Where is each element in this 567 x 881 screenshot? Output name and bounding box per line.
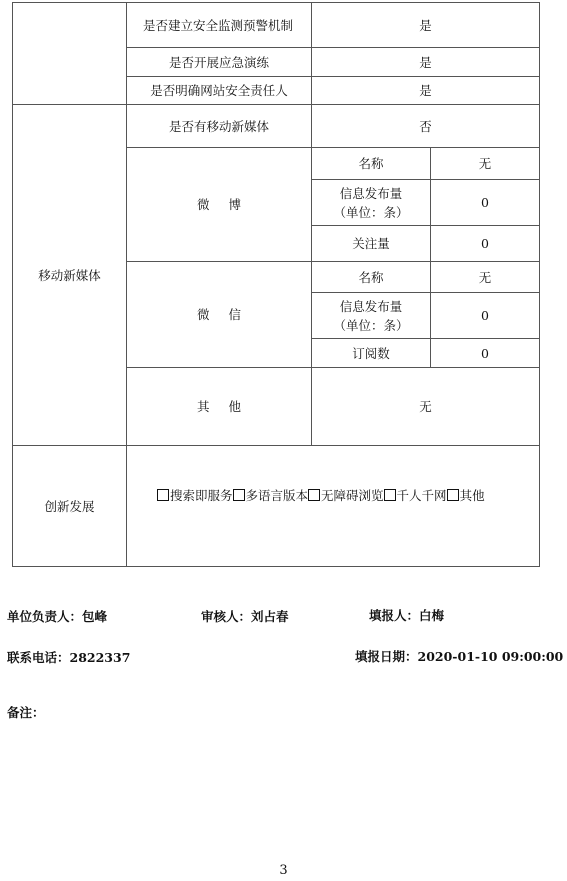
- row-line: [12, 566, 540, 567]
- reviewer-label: 审核人：: [201, 609, 252, 624]
- checkbox-icon[interactable]: [447, 489, 459, 501]
- date-value: 2020-01-10 09:00:00: [417, 649, 564, 664]
- question-drill: 是否开展应急演练: [168, 54, 269, 70]
- phone-value: 2822337: [69, 650, 131, 665]
- wechat-name-label: 名称: [358, 269, 384, 285]
- checkbox-icon[interactable]: [384, 489, 396, 501]
- section-label-media: 移动新媒体: [38, 267, 101, 283]
- answer-has-media: 否: [419, 118, 432, 134]
- date-field: [355, 647, 563, 665]
- option-accessibility[interactable]: [308, 486, 384, 504]
- leader-label: 单位负责人：: [7, 609, 83, 624]
- wechat-posts-value: 0: [481, 308, 489, 323]
- question-monitoring: 是否建立安全监测预警机制: [142, 18, 293, 33]
- option-label: 其他: [459, 488, 485, 503]
- leader-value: 包峰: [82, 609, 108, 624]
- option-other[interactable]: [447, 486, 485, 504]
- reviewer-value: 刘占春: [251, 609, 289, 624]
- weibo-name-value: 无: [478, 156, 492, 171]
- innovation-label: 创新发展: [44, 498, 95, 514]
- weibo-followers-value: 0: [481, 236, 489, 251]
- question-responsible: 是否明确网站安全责任人: [150, 83, 288, 98]
- weibo-posts-label: [312, 180, 430, 225]
- weibo-name-label: 名称: [358, 156, 384, 171]
- question-has-media: 是否有移动新媒体: [168, 118, 269, 134]
- date-label: 填报日期：: [355, 649, 418, 664]
- notes-label: 备注：: [7, 705, 45, 720]
- wechat-subs-label: 订阅数: [352, 345, 390, 361]
- checkbox-icon[interactable]: [308, 489, 320, 501]
- wechat-posts-label-line1: 信息发布量: [339, 298, 403, 314]
- col-line: [539, 2, 540, 567]
- option-label: 搜索即服务: [170, 488, 233, 503]
- innovation-options: [157, 486, 485, 504]
- reviewer-field: [201, 607, 289, 625]
- option-label: 千人千网: [396, 488, 447, 503]
- option-label: 无障碍浏览: [321, 488, 384, 503]
- weibo-label: 微 博: [197, 197, 249, 212]
- wechat-posts-label-line2: （单位：条）: [333, 317, 409, 333]
- wechat-name-value: 无: [478, 269, 492, 285]
- wechat-posts-label: [312, 293, 430, 338]
- answer-monitoring: 是: [419, 17, 432, 33]
- wechat-label: 微 信: [197, 307, 249, 322]
- wechat-subs-value: 0: [481, 345, 489, 361]
- page-number: 3: [279, 863, 288, 878]
- checkbox-icon[interactable]: [157, 489, 169, 501]
- filler-field: [369, 606, 444, 624]
- phone-label: 联系电话：: [7, 650, 70, 665]
- weibo-posts-label-line2: （单位：条）: [333, 204, 409, 220]
- weibo-posts-value: 0: [481, 195, 489, 210]
- option-search-service[interactable]: [157, 486, 233, 504]
- weibo-followers-label: 关注量: [352, 236, 390, 251]
- checkbox-icon[interactable]: [233, 489, 245, 501]
- phone-field: [7, 648, 130, 666]
- filler-label: 填报人：: [369, 608, 420, 623]
- answer-responsible: 是: [419, 83, 432, 98]
- filler-value: 白梅: [419, 608, 445, 623]
- other-value: 无: [419, 399, 432, 414]
- weibo-posts-label-line1: 信息发布量: [339, 185, 403, 201]
- leader-field: [7, 607, 107, 625]
- other-label: 其 他: [197, 399, 249, 414]
- option-multilingual[interactable]: [233, 486, 309, 504]
- report-table: [12, 0, 540, 567]
- option-personalized[interactable]: [384, 486, 447, 504]
- option-label: 多语言版本: [245, 488, 309, 503]
- answer-drill: 是: [419, 54, 432, 70]
